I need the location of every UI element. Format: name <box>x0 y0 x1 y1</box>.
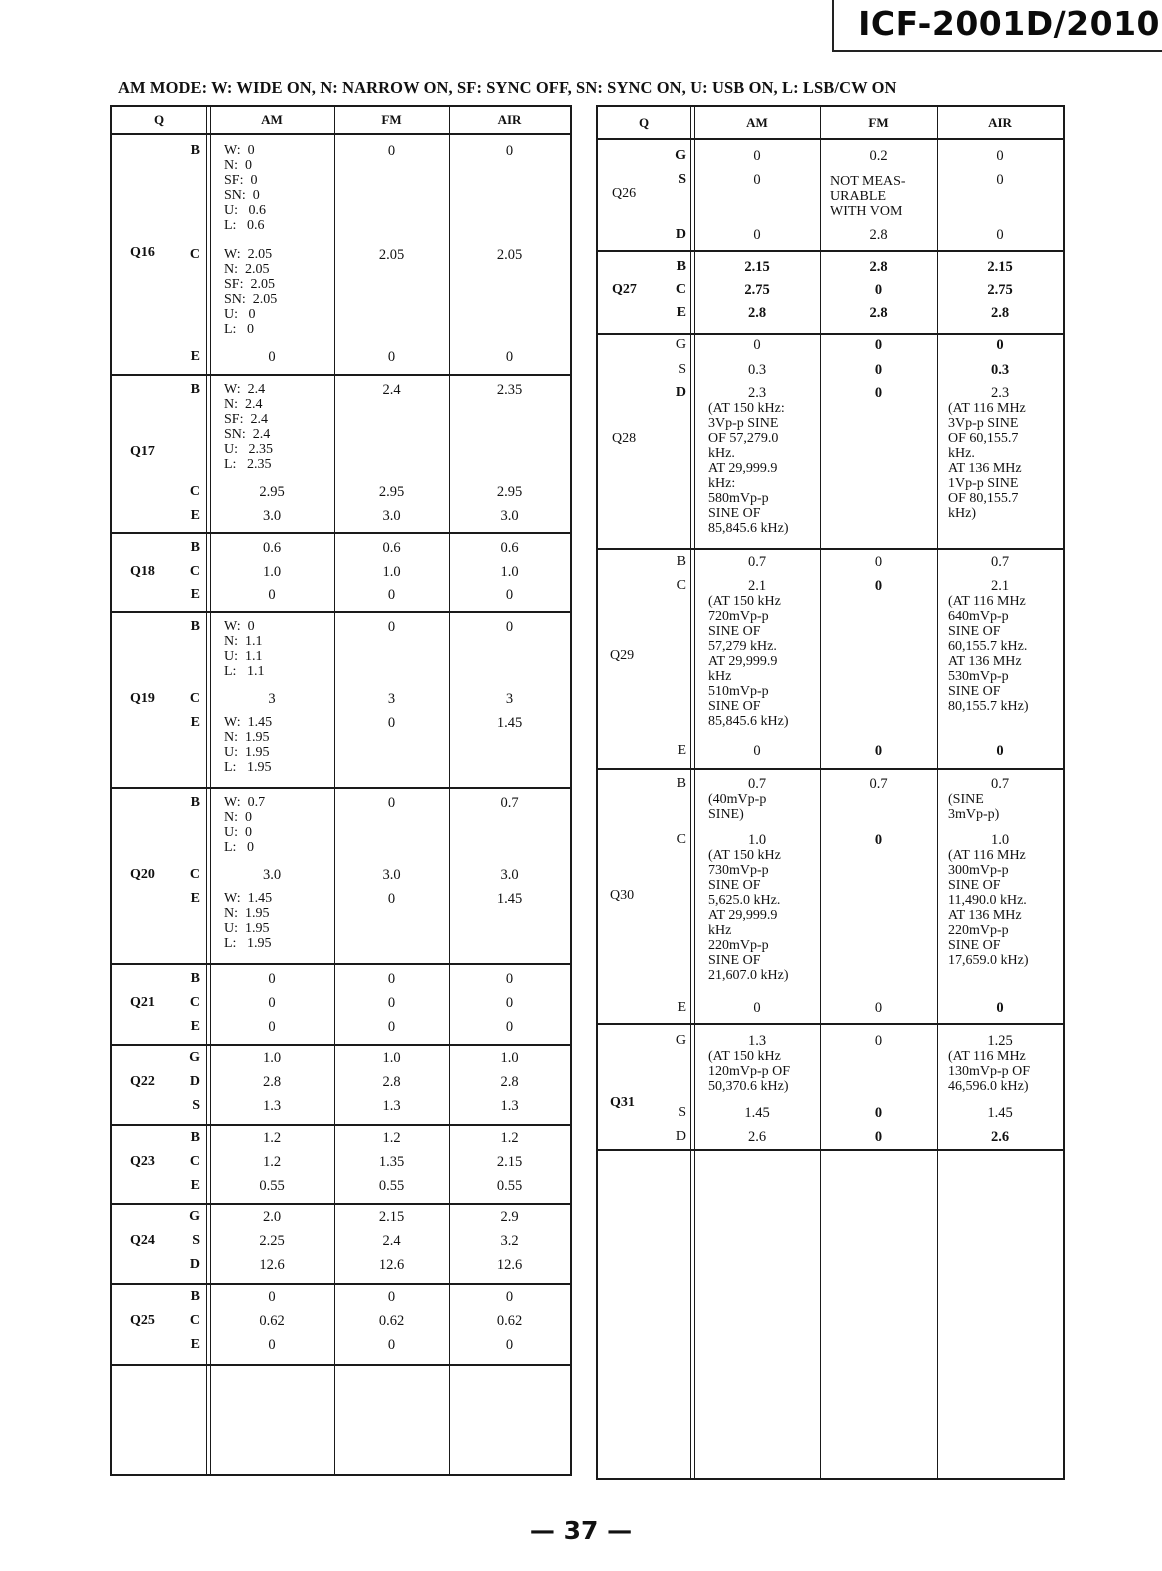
air-value: 2.8 <box>990 305 1010 321</box>
pin-label: B <box>676 776 686 791</box>
air-value: 0 <box>996 172 1004 188</box>
fm-value: 0 <box>874 1105 883 1121</box>
pin-label: G <box>189 1209 200 1224</box>
air-value: 0 <box>996 337 1004 353</box>
air-value: 0.3 <box>990 362 1010 378</box>
fm-value: 2.8 <box>869 305 888 321</box>
left-voltage-table <box>110 105 572 1476</box>
transistor-label: Q29 <box>610 648 635 663</box>
fm-value: 0 <box>387 1289 396 1305</box>
fm-value: 3.0 <box>382 508 401 524</box>
pin-label: B <box>676 259 686 274</box>
fm-value: 0.2 <box>869 148 888 164</box>
pin-label: S <box>192 1233 200 1248</box>
am-note: (AT 150 kHz 720mVp-p SINE OF 57,279 kHz. AT 29,999.9 kHz 510mVp-p SINE OF 85,845.6 kHz) <box>708 594 789 729</box>
fm-value: 2.05 <box>378 247 405 263</box>
fm-value: 0 <box>874 832 883 848</box>
fm-value: 0 <box>387 795 396 811</box>
am-value: 0 <box>268 587 276 603</box>
pin-label: D <box>675 227 686 242</box>
am-value: 0.62 <box>259 1313 285 1329</box>
fm-value: 0 <box>874 337 883 353</box>
am-value: 0 <box>268 1289 276 1305</box>
am-value: 2.25 <box>259 1233 285 1249</box>
col-header-air: AIR <box>497 112 522 127</box>
air-value: 1.3 <box>500 1098 519 1114</box>
air-value: 0 <box>505 587 514 603</box>
fm-value: 1.0 <box>382 564 401 580</box>
fm-value: 0 <box>387 1337 396 1353</box>
air-value: 0 <box>505 349 514 365</box>
air-value: 0.62 <box>496 1313 523 1329</box>
am-value: 1.3 <box>262 1098 282 1114</box>
pin-label: C <box>675 282 686 297</box>
am-value: W: 1.45 N: 1.95 U: 1.95 L: 1.95 <box>224 891 273 951</box>
air-value: 12.6 <box>496 1257 523 1273</box>
fm-value: 0 <box>387 995 396 1011</box>
pin-label: B <box>190 1130 200 1145</box>
air-note: (AT 116 MHz 130mVp-p OF 46,596.0 kHz) <box>948 1049 1031 1094</box>
am-value: 3.0 <box>262 867 282 883</box>
pin-label: D <box>675 1129 686 1144</box>
air-value: 1.2 <box>500 1130 519 1146</box>
air-value: 2.15 <box>496 1154 523 1170</box>
fm-value: 0 <box>874 743 883 759</box>
air-note: (AT 116 MHz 300mVp-p SINE OF 11,490.0 kHz. AT 136 MHz 220mVp-p SINE OF 17,659.0 kHz) <box>948 848 1029 968</box>
am-value: 0.55 <box>259 1178 285 1194</box>
transistor-label: Q28 <box>612 431 637 446</box>
pin-label: E <box>190 349 200 364</box>
am-note: (AT 150 kHz 120mVp-p OF 50,370.6 kHz) <box>708 1049 791 1094</box>
pin-label: B <box>190 619 200 634</box>
col-header-air: AIR <box>988 115 1012 130</box>
pin-label: S <box>678 362 686 377</box>
fm-value: 2.95 <box>378 484 405 500</box>
air-value: 1.0 <box>990 832 1010 848</box>
air-value: 3.0 <box>500 508 519 524</box>
pin-label: C <box>189 995 200 1010</box>
pin-label: S <box>678 172 686 187</box>
row-group-q26 <box>598 140 1063 252</box>
pin-label: C <box>189 1154 200 1169</box>
am-value: 0 <box>268 349 276 365</box>
am-value: W: 2.4 N: 2.4 SF: 2.4 SN: 2.4 U: 2.35 L: 2.35 <box>224 382 273 472</box>
fm-value: 0 <box>874 554 883 570</box>
am-value: 0.6 <box>262 540 282 556</box>
air-note: (AT 116 MHz 3Vp-p SINE OF 60,155.7 kHz. AT 136 MHz 1Vp-p SINE OF 80,155.7 kHz) <box>948 401 1026 521</box>
fm-value: 2.8 <box>382 1074 401 1090</box>
am-value: W: 0 N: 1.1 U: 1.1 L: 1.1 <box>224 619 265 679</box>
am-value: 3 <box>268 691 276 707</box>
fm-value: 12.6 <box>378 1257 405 1273</box>
air-value: 2.75 <box>987 282 1013 298</box>
am-value: W: 0.7 N: 0 U: 0 L: 0 <box>224 795 266 855</box>
col-header-q: Q <box>153 112 165 127</box>
transistor-label: Q25 <box>130 1313 155 1328</box>
transistor-label: Q31 <box>610 1095 635 1110</box>
pin-label: E <box>190 1178 200 1193</box>
right-table-header <box>598 107 1063 140</box>
air-value: 0 <box>505 971 514 987</box>
am-value: 12.6 <box>259 1257 285 1273</box>
air-value: 2.35 <box>496 382 523 398</box>
air-value: 0 <box>505 1337 514 1353</box>
fm-value: 0.62 <box>378 1313 405 1329</box>
air-note: (AT 116 MHz 640mVp-p SINE OF 60,155.7 kHz. AT 136 MHz 530mVp-p SINE OF 80,155.7 kHz) <box>948 594 1029 714</box>
row-group-q19 <box>112 613 570 789</box>
air-value: 0.7 <box>500 795 519 811</box>
pin-label: E <box>190 715 200 730</box>
am-value: 2.75 <box>744 282 770 298</box>
air-value: 2.1 <box>990 578 1010 594</box>
am-value: 2.0 <box>262 1209 282 1225</box>
air-value: 1.0 <box>500 1050 519 1066</box>
transistor-label: Q26 <box>612 186 637 201</box>
air-value: 3 <box>505 691 514 707</box>
col-header-am: AM <box>261 112 283 127</box>
pin-label: B <box>676 554 686 569</box>
fm-value: 0 <box>874 1000 883 1016</box>
row-group-q20 <box>112 789 570 965</box>
pin-label: C <box>676 832 686 847</box>
am-value: 0 <box>268 995 276 1011</box>
am-value: W: 2.05 N: 2.05 SF: 2.05 SN: 2.05 U: 0 L: 0 <box>224 247 278 337</box>
pin-label: G <box>675 337 686 352</box>
fm-value: 0 <box>874 1033 883 1049</box>
row-group-q21 <box>112 965 570 1046</box>
pin-label: C <box>189 691 200 706</box>
transistor-label: Q27 <box>612 282 637 297</box>
pin-label: C <box>189 564 200 579</box>
am-value: 0 <box>268 1019 276 1035</box>
fm-value: 0 <box>874 385 883 401</box>
am-value: 0.7 <box>747 776 767 792</box>
fm-value: 0 <box>874 1129 883 1145</box>
am-value: 0 <box>268 971 276 987</box>
fm-value: 0 <box>387 349 396 365</box>
model-title: ICF-2001D/2010 <box>858 4 1160 43</box>
transistor-label: Q30 <box>610 888 635 903</box>
air-value: 1.45 <box>496 891 523 907</box>
air-value: 0 <box>996 148 1004 164</box>
fm-value: 1.3 <box>382 1098 401 1114</box>
fm-value: 2.4 <box>382 382 401 398</box>
pin-label: E <box>190 587 200 602</box>
air-value: 0 <box>505 995 514 1011</box>
air-value: 0.7 <box>990 554 1010 570</box>
fm-value: 1.2 <box>382 1130 401 1146</box>
am-value: 0 <box>753 1000 761 1016</box>
row-group-q18 <box>112 534 570 613</box>
air-value: 2.05 <box>496 247 523 263</box>
pin-label: B <box>190 971 200 986</box>
row-group-q29 <box>598 550 1063 770</box>
transistor-label: Q20 <box>130 867 155 882</box>
pin-label: B <box>190 143 200 158</box>
pin-label: S <box>678 1105 686 1120</box>
fm-value: 1.0 <box>382 1050 401 1066</box>
air-value: 2.95 <box>496 484 523 500</box>
pin-label: G <box>675 1033 686 1048</box>
am-note: (AT 150 kHz: 3Vp-p SINE OF 57,279.0 kHz. AT 29,999.9 kHz: 580mVp-p SINE OF 85,845.6 kHz) <box>708 401 789 536</box>
am-value: 1.2 <box>262 1130 282 1146</box>
row-group-q27 <box>598 252 1063 335</box>
transistor-label: Q21 <box>130 995 155 1010</box>
row-group-q16 <box>112 135 570 376</box>
fm-value: 2.8 <box>869 259 888 275</box>
model-box <box>832 0 1162 52</box>
am-value: 0 <box>753 743 761 759</box>
am-value: 2.3 <box>747 385 767 401</box>
transistor-label: Q22 <box>130 1074 155 1089</box>
row-group-q31 <box>598 1025 1063 1151</box>
page-number: — 37 — <box>529 1516 633 1545</box>
row-group-q28 <box>598 335 1063 550</box>
fm-value: 0.55 <box>378 1178 405 1194</box>
fm-value: 0 <box>387 891 396 907</box>
am-mode-legend: AM MODE: W: WIDE ON, N: NARROW ON, SF: SYNC OFF, SN: SYNC ON, U: USB ON, L: LSB/CW ON <box>118 78 897 97</box>
am-value: 2.1 <box>747 578 767 594</box>
am-value: 0 <box>753 337 761 353</box>
air-value: 0.6 <box>500 540 519 556</box>
pin-label: E <box>190 1337 200 1352</box>
fm-value: 0 <box>387 1019 396 1035</box>
am-value: 0 <box>268 1337 276 1353</box>
pin-label: E <box>676 305 686 320</box>
fm-value: 0.7 <box>869 776 888 792</box>
row-group-q30 <box>598 770 1063 1025</box>
row-group-q24 <box>112 1205 570 1285</box>
pin-label: D <box>189 1257 200 1272</box>
pin-label: C <box>189 867 200 882</box>
fm-value: 3.0 <box>382 867 401 883</box>
fm-value: NOT MEAS- URABLE WITH VOM <box>830 174 906 219</box>
air-note: (SINE 3mVp-p) <box>948 792 1000 822</box>
am-value: 1.0 <box>747 832 767 848</box>
fm-value: 0 <box>387 715 396 731</box>
air-value: 1.45 <box>987 1105 1013 1121</box>
row-group-q17 <box>112 376 570 534</box>
fm-value: 0 <box>874 282 883 298</box>
am-value: 3.0 <box>262 508 282 524</box>
fm-value: 0 <box>387 587 396 603</box>
air-value: 2.15 <box>987 259 1013 275</box>
fm-value: 0 <box>874 578 883 594</box>
air-value: 2.8 <box>500 1074 519 1090</box>
transistor-label: Q17 <box>130 444 155 459</box>
am-value: 1.0 <box>262 564 282 580</box>
fm-value: 0 <box>387 971 396 987</box>
fm-value: 0 <box>387 143 396 159</box>
pin-label: E <box>190 1019 200 1034</box>
am-value: 2.95 <box>259 484 285 500</box>
transistor-label: Q16 <box>130 245 155 260</box>
left-table-header <box>112 107 570 135</box>
am-value: 1.0 <box>262 1050 282 1066</box>
am-value: 0 <box>753 148 761 164</box>
am-note: (AT 150 kHz 730mVp-p SINE OF 5,625.0 kHz. AT 29,999.9 kHz 220mVp-p SINE OF 21,607.0 kHz) <box>708 848 789 983</box>
pin-label: D <box>675 385 686 400</box>
am-value: 2.15 <box>744 259 770 275</box>
am-value: 1.3 <box>747 1033 767 1049</box>
col-header-q: Q <box>638 115 650 130</box>
air-value: 0 <box>996 743 1004 759</box>
pin-label: C <box>189 1313 200 1328</box>
air-value: 0 <box>996 1000 1004 1016</box>
pin-label: B <box>190 540 200 555</box>
am-value: 2.8 <box>262 1074 282 1090</box>
transistor-label: Q19 <box>130 691 155 706</box>
air-value: 1.0 <box>500 564 519 580</box>
pin-label: E <box>677 1000 686 1015</box>
col-header-fm: FM <box>381 112 402 127</box>
pin-label: C <box>189 484 200 499</box>
transistor-label: Q24 <box>130 1233 155 1248</box>
air-value: 0 <box>505 619 514 635</box>
air-value: 0 <box>505 143 514 159</box>
fm-value: 1.35 <box>378 1154 405 1170</box>
pin-label: S <box>192 1098 200 1113</box>
pin-label: C <box>189 247 200 262</box>
air-value: 2.6 <box>990 1129 1010 1145</box>
right-voltage-table <box>596 105 1065 1480</box>
air-value: 3.0 <box>500 867 519 883</box>
am-value: W: 1.45 N: 1.95 U: 1.95 L: 1.95 <box>224 715 273 775</box>
air-value: 2.9 <box>500 1209 519 1225</box>
fm-value: 0 <box>874 362 883 378</box>
am-value: 1.45 <box>744 1105 770 1121</box>
transistor-label: Q23 <box>130 1154 155 1169</box>
pin-label: E <box>677 743 686 758</box>
air-value: 0.55 <box>496 1178 523 1194</box>
am-value: 2.8 <box>747 305 767 321</box>
pin-label: G <box>675 148 686 163</box>
pin-label: B <box>190 795 200 810</box>
air-value: 0.7 <box>990 776 1010 792</box>
air-value: 3.2 <box>500 1233 519 1249</box>
am-note: (40mVp-p SINE) <box>708 792 767 822</box>
am-value: W: 0 N: 0 SF: 0 SN: 0 U: 0.6 L: 0.6 <box>224 143 266 233</box>
fm-value: 3 <box>387 691 396 707</box>
fm-value: 0 <box>387 619 396 635</box>
col-header-am: AM <box>746 115 768 130</box>
fm-value: 2.4 <box>382 1233 401 1249</box>
air-value: 2.3 <box>990 385 1010 401</box>
am-value: 0 <box>753 227 761 243</box>
pin-label: E <box>190 891 200 906</box>
air-value: 0 <box>505 1289 514 1305</box>
air-value: 1.45 <box>496 715 523 731</box>
row-group-q23 <box>112 1126 570 1205</box>
am-value: 1.2 <box>262 1154 282 1170</box>
pin-label: B <box>190 1289 200 1304</box>
am-value: 0 <box>753 172 761 188</box>
pin-label: G <box>189 1050 200 1065</box>
air-value: 0 <box>996 227 1004 243</box>
row-group-q22 <box>112 1046 570 1126</box>
pin-label: B <box>190 382 200 397</box>
am-value: 0.7 <box>747 554 767 570</box>
fm-value: 2.15 <box>378 1209 405 1225</box>
transistor-label: Q18 <box>130 564 155 579</box>
fm-value: 2.8 <box>869 227 888 243</box>
col-header-fm: FM <box>868 115 889 130</box>
am-value: 0.3 <box>747 362 767 378</box>
pin-label: D <box>189 1074 200 1089</box>
air-value: 0 <box>505 1019 514 1035</box>
air-value: 1.25 <box>987 1033 1013 1049</box>
am-value: 2.6 <box>747 1129 767 1145</box>
row-group-q25 <box>112 1285 570 1366</box>
pin-label: E <box>190 508 200 523</box>
fm-value: 0.6 <box>382 540 401 556</box>
pin-label: C <box>676 578 686 593</box>
